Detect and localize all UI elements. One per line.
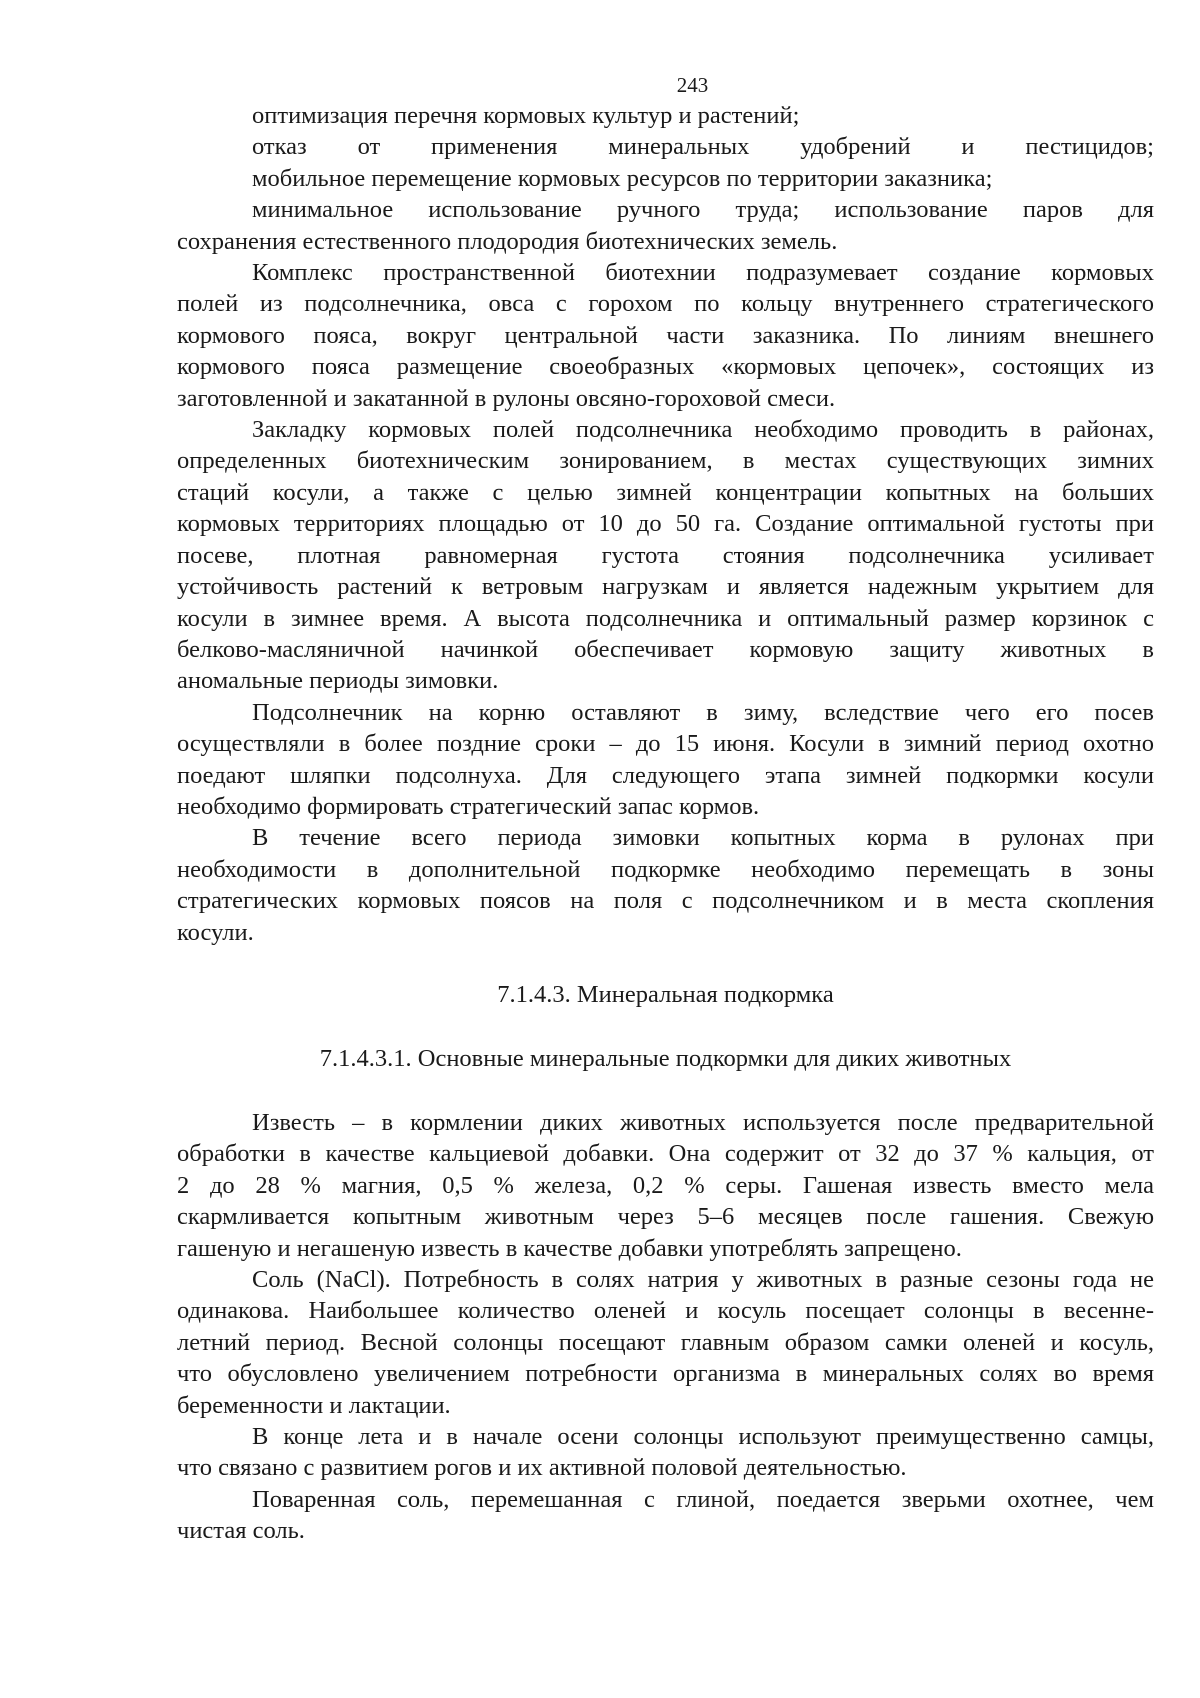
text-line: беременности и лактации. — [177, 1391, 451, 1419]
body-text-block-2 — [177, 1107, 1154, 1547]
text-line: кормового пояса, вокруг центральной части заказника. По линиям внешнего — [177, 321, 1154, 349]
text-line: отказ от применения минеральных удобрений и пестицидов; — [252, 133, 1154, 161]
text-line: аномальные периоды зимовки. — [177, 667, 499, 695]
text-line: устойчивость растений к ветровым нагрузкам и является надежным укрытием для — [177, 573, 1154, 601]
text-line: определенных биотехническим зонированием, в местах существующих зимних — [177, 447, 1154, 475]
text-line: скармливается копытным животным через 5–6 месяцев после гашения. Свежую — [177, 1203, 1154, 1231]
text-line: посеве, плотная равномерная густота стояния подсолнечника усиливает — [177, 541, 1154, 569]
text-line: летний период. Весной солонцы посещают главным образом самки оленей и косуль, — [177, 1328, 1154, 1356]
text-line: косули. — [177, 918, 254, 946]
text-line: минимальное использование ручного труда; использование паров для — [252, 196, 1154, 224]
text-line: стратегических кормовых поясов на поля с подсолнечником и в места скопления — [177, 887, 1154, 915]
text-line: Соль (NaCl). Потребность в солях натрия у животных в разные сезоны года не — [252, 1266, 1154, 1293]
text-line: стаций косули, а также с целью зимней концентрации копытных на больших — [177, 478, 1154, 506]
text-line: оптимизация перечня кормовых культур и растений; — [252, 102, 800, 129]
page-number: 243 — [676, 73, 709, 97]
text-line: одинакова. Наибольшее количество оленей и косуль посещает солонцы в весенне- — [177, 1297, 1154, 1325]
text-line: Поваренная соль, перемешанная с глиной, поедается зверьми охотнее, чем — [252, 1485, 1154, 1513]
text-line: заготовленной и закатанной в рулоны овсяно-гороховой смеси. — [177, 384, 836, 412]
text-line: мобильное перемещение кормовых ресурсов по территории заказника; — [252, 164, 993, 192]
text-line: обработки в качестве кальциевой добавки. Она содержит от 32 до 37 % кальция, от — [177, 1140, 1154, 1168]
subsection-heading: 7.1.4.3.1. Основные минеральные подкормки для диких животных — [319, 1044, 1012, 1072]
text-line: В течение всего периода зимовки копытных корма в рулонах при — [252, 824, 1154, 852]
text-line: косули в зимнее время. А высота подсолнечника и оптимальный размер корзинок с — [177, 604, 1154, 632]
text-line: гашеную и негашеную известь в качестве добавки употреблять запрещено. — [177, 1234, 962, 1262]
text-line: полей из подсолнечника, овса с горохом по кольцу внутреннего стратегического — [177, 290, 1154, 318]
text-line: Известь – в кормлении диких животных используется после предварительной — [252, 1108, 1154, 1136]
document-page — [177, 70, 1154, 1547]
text-line: Комплекс пространственной биотехнии подразумевает создание кормовых — [252, 259, 1154, 287]
body-text-block-1 — [177, 100, 1154, 948]
text-line: чистая соль. — [177, 1517, 305, 1545]
text-line: 2 до 28 % магния, 0,5 % железа, 0,2 % серы. Гашеная известь вместо мела — [177, 1171, 1154, 1199]
text-line: кормового пояса размещение своеобразных «кормовых цепочек», состоящих из — [177, 353, 1154, 381]
text-line: белково-масляничной начинкой обеспечивает кормовую защиту животных в — [177, 635, 1154, 663]
text-line: кормовых территориях площадью от 10 до 50 га. Создание оптимальной густоты при — [177, 510, 1154, 538]
text-line: осуществляли в более поздние сроки – до 15 июня. Косули в зимний период охотно — [177, 730, 1154, 758]
text-line: необходимости в дополнительной подкормке необходимо перемещать в зоны — [177, 855, 1154, 883]
text-line: что связано с развитием рогов и их активной половой деятельностью. — [177, 1454, 907, 1482]
text-line: Подсолнечник на корню оставляют в зиму, вследствие чего его посев — [252, 698, 1154, 726]
text-line: поедают шляпки подсолнуха. Для следующего этапа зимней подкормки косули — [177, 761, 1154, 789]
text-line: сохранения естественного плодородия биотехнических земель. — [177, 227, 838, 255]
text-line: В конце лета и в начале осени солонцы используют преимущественно самцы, — [252, 1423, 1154, 1451]
text-line: Закладку кормовых полей подсолнечника необходимо проводить в районах, — [252, 416, 1154, 444]
text-line: что обусловлено увеличением потребности организма в минеральных солях во время — [177, 1360, 1154, 1388]
text-line: необходимо формировать стратегический запас кормов. — [177, 792, 760, 820]
section-heading: 7.1.4.3. Минеральная подкормка — [497, 980, 834, 1008]
